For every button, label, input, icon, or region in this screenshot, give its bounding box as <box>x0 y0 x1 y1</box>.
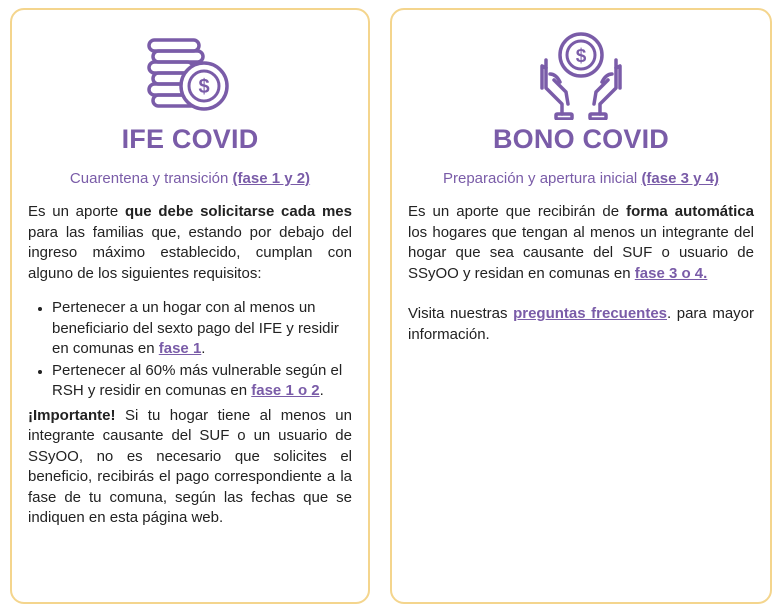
list-item <box>52 361 352 402</box>
svg-text:$: $ <box>198 76 210 98</box>
card-subtitle <box>12 170 368 187</box>
period: . <box>319 382 324 399</box>
card-subtitle <box>392 170 770 187</box>
intro-text-end: los hogares que tengan al menos un integrante del hogar que sea causante del SUF o usuario de SSyOO y residan en comunas en <box>408 223 754 282</box>
phase-link[interactable]: fase 1 <box>158 340 202 357</box>
intro-text-end: para las familias que, estando por debajo del ingreso máximo establecido, cumplan con alguno de los siguientes requisitos: <box>28 223 352 282</box>
intro-text: Es un aporte <box>28 203 125 220</box>
visit-text: Visita nuestras <box>408 305 514 322</box>
phase-link[interactable]: (fase 3 y 4) <box>641 170 719 187</box>
card-body <box>408 202 754 345</box>
important-note <box>28 406 352 529</box>
faq-link[interactable]: preguntas frecuentes <box>513 305 668 322</box>
ife-covid-card <box>10 8 370 604</box>
phase-link[interactable]: (fase 1 y 2) <box>232 170 311 187</box>
requirement-text: Pertenecer al 60% más vulnerable según el RSH y residir en comunas en <box>52 361 343 399</box>
coins-stack-icon <box>145 30 235 120</box>
intro-paragraph <box>408 202 754 284</box>
intro-paragraph <box>28 202 352 284</box>
subtitle-text: Preparación y apertura inicial <box>443 170 642 187</box>
card-body <box>28 202 352 529</box>
intro-emphasis: que debe solicitarse cada mes <box>124 203 352 220</box>
important-text: Si tu hogar tiene al menos un integrante causante del SUF o un usuario de SSyOO, no es necesario que solicites el beneficio, recibirás el pago correspondiente a la fase de tu comuna, según las fechas que se indiquen en esta página web. <box>28 406 352 526</box>
intro-text: Es un aporte que recibirán de <box>408 203 627 220</box>
svg-text:$: $ <box>575 46 587 67</box>
visit-text-end: . para mayor información. <box>408 305 755 343</box>
phase-link[interactable]: fase 1 o 2 <box>251 382 320 399</box>
list-item <box>52 298 352 360</box>
requirements-list <box>28 298 352 402</box>
phase-link[interactable]: fase 3 o 4. <box>634 264 708 282</box>
intro-emphasis: forma automática <box>626 203 754 220</box>
bono-covid-card <box>390 8 772 604</box>
requirement-text: Pertenecer a un hogar con al menos un beneficiario del sexto pago del IFE y residir en comunas en <box>52 299 339 357</box>
visit-paragraph <box>408 304 754 345</box>
subtitle-text: Cuarentena y transición <box>69 170 233 187</box>
important-label: ¡Importante! <box>28 406 116 424</box>
hands-coin-icon <box>536 30 626 120</box>
card-title: IFE COVID <box>121 124 259 154</box>
period: . <box>201 340 206 357</box>
card-title: BONO COVID <box>492 124 669 154</box>
